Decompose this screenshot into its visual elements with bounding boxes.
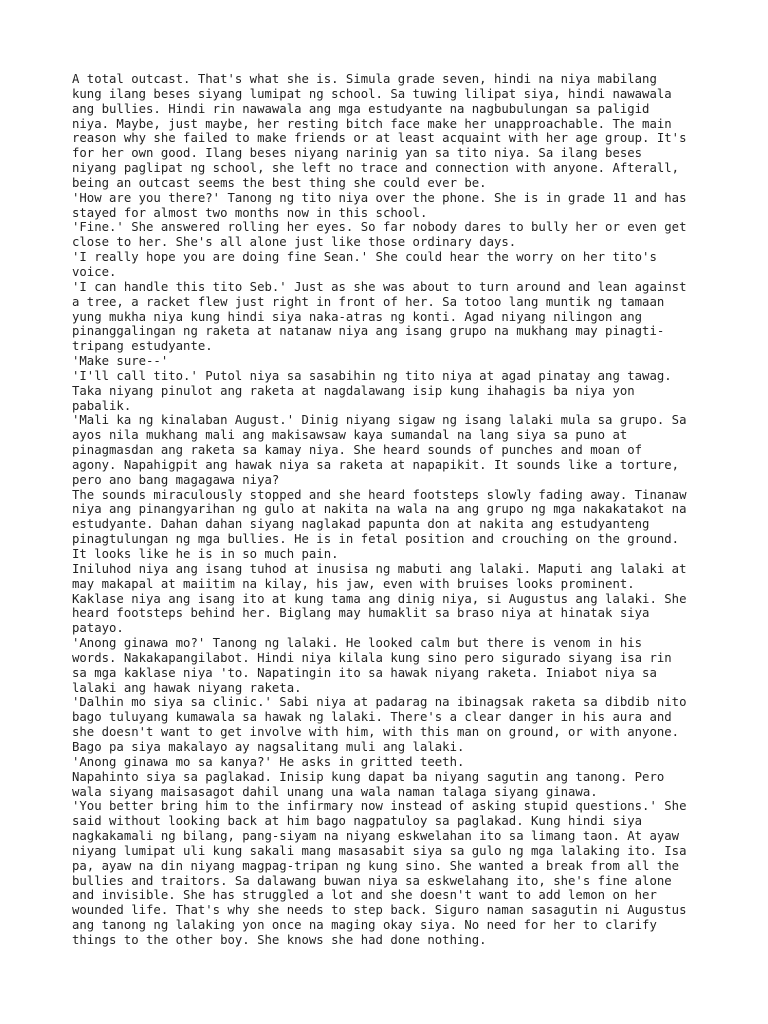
- paragraph-group-shout: 'Mali ka ng kinalaban August.' Dinig niyang sigaw ng isang lalaki mula sa grupo. Sa ayos nila mukhang mali ang makisawsaw kaya sumandal na lang siya sa puno at pinagmasdan ang raketa sa kamay niya. She heard sounds of punches and moan of agony. Napahigpit ang hawak niya sa raketa at napapikit. It sounds like a torture, pero ano bang magagawa niya?: [72, 413, 687, 487]
- paragraph-call-tito: 'I'll call tito.' Putol niya sa sasabihin ng tito niya at agad pinatay ang tawag. Taka niyang pinulot ang raketa at nagdalawang isip kung ihahagis ba niya yon pabalik.: [72, 368, 672, 413]
- paragraph-inspect-boy: Iniluhod niya ang isang tuhod at inusisa ng mabuti ang lalaki. Maputi ang lalaki at may makapal at maiitim na kilay, his jaw, even with bruises looks prominent. Kaklase niya ang isang ito at kung tama ang dinig niya, si Augustus ang lalaki. She heard footsteps behind her. Biglang may humaklit sa braso niya at hinatak siya patayo.: [72, 561, 687, 636]
- paragraph-phone-question: 'How are you there?' Tanong ng tito niya over the phone. She is in grade 11 and has stayed for almost two months now in this school.: [72, 190, 687, 220]
- paragraph-stopped-walking: Napahinto siya sa paglakad. Inisip kung dapat ba niyang sagutin ang tanong. Pero wala siyang maisasagot dahil unang una wala naman talaga siyang ginawa.: [72, 769, 665, 799]
- paragraph-racket-flew: 'I can handle this tito Seb.' Just as she was about to turn around and lean against a tree, a racket flew just right in front of her. Sa totoo lang muntik ng tamaan yung mukha niya kung hindi siya naka-atras ng konti. Agad niyang nilingon ang pinanggalingan ng raketa at natanaw niya ang isang grupo na mukhang may pinagti- tripang estudyante.: [72, 279, 687, 354]
- paragraph-gritted-teeth: 'Anong ginawa mo sa kanya?' He asks in gritted teeth.: [72, 754, 465, 769]
- paragraph-tito-worry: 'I really hope you are doing fine Sean.' She could hear the worry on her tito's voice.: [72, 250, 657, 279]
- paragraph-make-sure: 'Make sure--': [72, 354, 169, 369]
- paragraph-sounds-stopped: The sounds miraculously stopped and she heard footsteps slowly fading away. Tinanaw niya ang pinangyarihan ng gulo at nakita na wala na ang grupo ng mga nakakatakot na estudyante. Dahan dahan siyang naglakad papunta don at nakita ang estudyanteng pinagtulungan ng mga bullies. He is in fetal position and crouching on the ground. It looks like he is in so much pain.: [72, 487, 687, 561]
- paragraph-bring-to-clinic: 'Dalhin mo siya sa clinic.' Sabi niya at padarag na ibinagsak raketa sa dibdib nito bago tuluyang kumawala sa hawak ng lalaki. There's a clear danger in his aura and she doesn't want to get involve with him, with this man on ground, or with anyone. Bago pa siya makalayo ay nagsalitang muli ang lalaki.: [72, 695, 687, 754]
- document-page: [72, 72, 712, 948]
- paragraph-what-did-you-do: 'Anong ginawa mo?' Tanong ng lalaki. He looked calm but there is venom in his words. Nakakapangilabot. Hindi niya kilala kung sino pero sigurado siyang isa rin sa mga kaklase niya 'to. Napatingin ito sa hawak niyang raketa. Iniabot niya sa lalaki ang hawak niyang raketa.: [72, 636, 672, 695]
- paragraph-infirmary-reply: 'You better bring him to the infirmary now instead of asking stupid questions.' She said without looking back at him bago nagpatuloy sa paglakad. Kung hindi siya nagkakamali ng bilang, pang-siyam na niyang eskwelahan ito sa limang taon. At ayaw niyang lumipat uli kung sakali mang masasabit siya sa gulo ng mga lalaking ito. Isa pa, ayaw na din niyang magpag-tripan ng kung sino. She wanted a break from all the bullies and traitors. Sa dalawang buwan niya sa eskwelahang ito, she's fine alone and invisible. She has struggled a lot and she doesn't want to add lemon on her wounded life. That's why she needs to step back. Siguro naman sasagutin ni Augustus ang tanong ng lalaking yon once na maging okay siya. No need for her to clarify things to the other boy. She knows she had done nothing.: [72, 799, 687, 947]
- paragraph-outcast-intro: A total outcast. That's what she is. Simula grade seven, hindi na niya mabilang kung ilang beses siyang lumipat ng school. Sa tuwing lilipat siya, hindi nawawala ang bullies. Hindi rin nawawala ang mga estudyante na nagbubulungan sa paligid niya. Maybe, just maybe, her resting bitch face make her unapproachable. The main reason why she failed to make friends or at least acquaint with her age group. It's for her own good. Ilang beses niyang narinig yan sa tito niya. Sa ilang beses niyang paglipat ng school, she left no trace and connection with anyone. Afterall, being an outcast seems the best thing she could ever be.: [72, 72, 687, 190]
- paragraph-fine-answer: 'Fine.' She answered rolling her eyes. So far nobody dares to bully her or even get close to her. She's all alone just like those ordinary days.: [72, 220, 687, 250]
